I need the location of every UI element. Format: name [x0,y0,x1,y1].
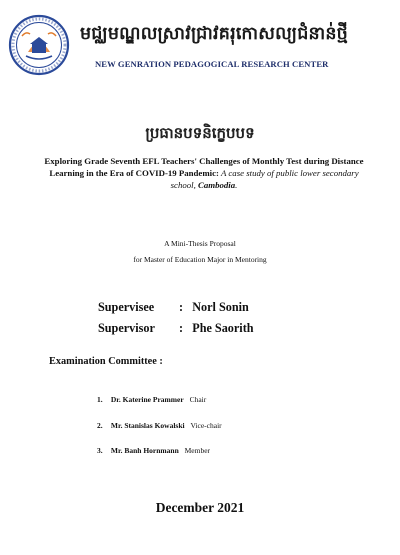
member-name: Mr. Stanislas Kowalski [110,420,185,430]
org-name-english: NEW GENRATION PEDAGOGICAL RESEARCH CENTER [95,59,329,69]
supervisor-row [98,318,254,339]
supervisor-label: Supervisor [98,321,155,335]
supervisee-name: Norl Sonin [192,300,249,314]
member-name: Dr. Katerine Prammer [110,395,184,404]
supervisor-name: Phe Saorith [192,321,254,335]
member-number: 2. [97,420,103,430]
member-role: Member [184,446,211,455]
member-number: 3. [97,446,103,455]
committee-member [97,446,222,472]
member-role: Chair [189,395,207,404]
member-name: Mr. Banh Hornmann [110,446,179,455]
thesis-title-main: Exploring Grade Seventh EFL Teachers' Challenges of Monthly Test during Distance Learning in the Era of COVID-19 Pandemic: [44,156,364,179]
document-type-khmer: ប្រធានបទនិក្ខេបបទ [145,124,255,142]
thesis-title-subtitle: A case study of public lower secondary school, [170,168,359,191]
thesis-title-country: Cambodia [198,180,236,191]
supervisee-sep: : [179,300,184,314]
member-number: 1. [97,395,103,404]
supervision-block [98,297,254,339]
center-logo [8,14,70,76]
proposal-line-1: A Mini-Thesis Proposal [164,239,236,248]
thesis-title-end: . [235,180,238,191]
committee-member [97,395,222,421]
member-role: Vice-chair [190,420,222,430]
org-name-khmer: មជ្ឈមណ្ឌលស្រាវជ្រាវគរុកោសល្យជំនាន់ថ្មី [80,24,348,44]
proposal-block [0,236,400,268]
seal-icon [8,14,70,76]
committee-heading: Examination Committee : [49,356,163,367]
supervisee-row [98,297,254,318]
supervisor-sep: : [179,321,184,335]
proposal-line-2: for Master of Education Major in Mentoring [133,254,267,264]
document-date: December 2021 [155,500,245,515]
thesis-title [44,155,364,192]
committee-member [97,421,222,447]
supervisee-label: Supervisee [98,300,155,314]
committee-list [97,395,222,472]
